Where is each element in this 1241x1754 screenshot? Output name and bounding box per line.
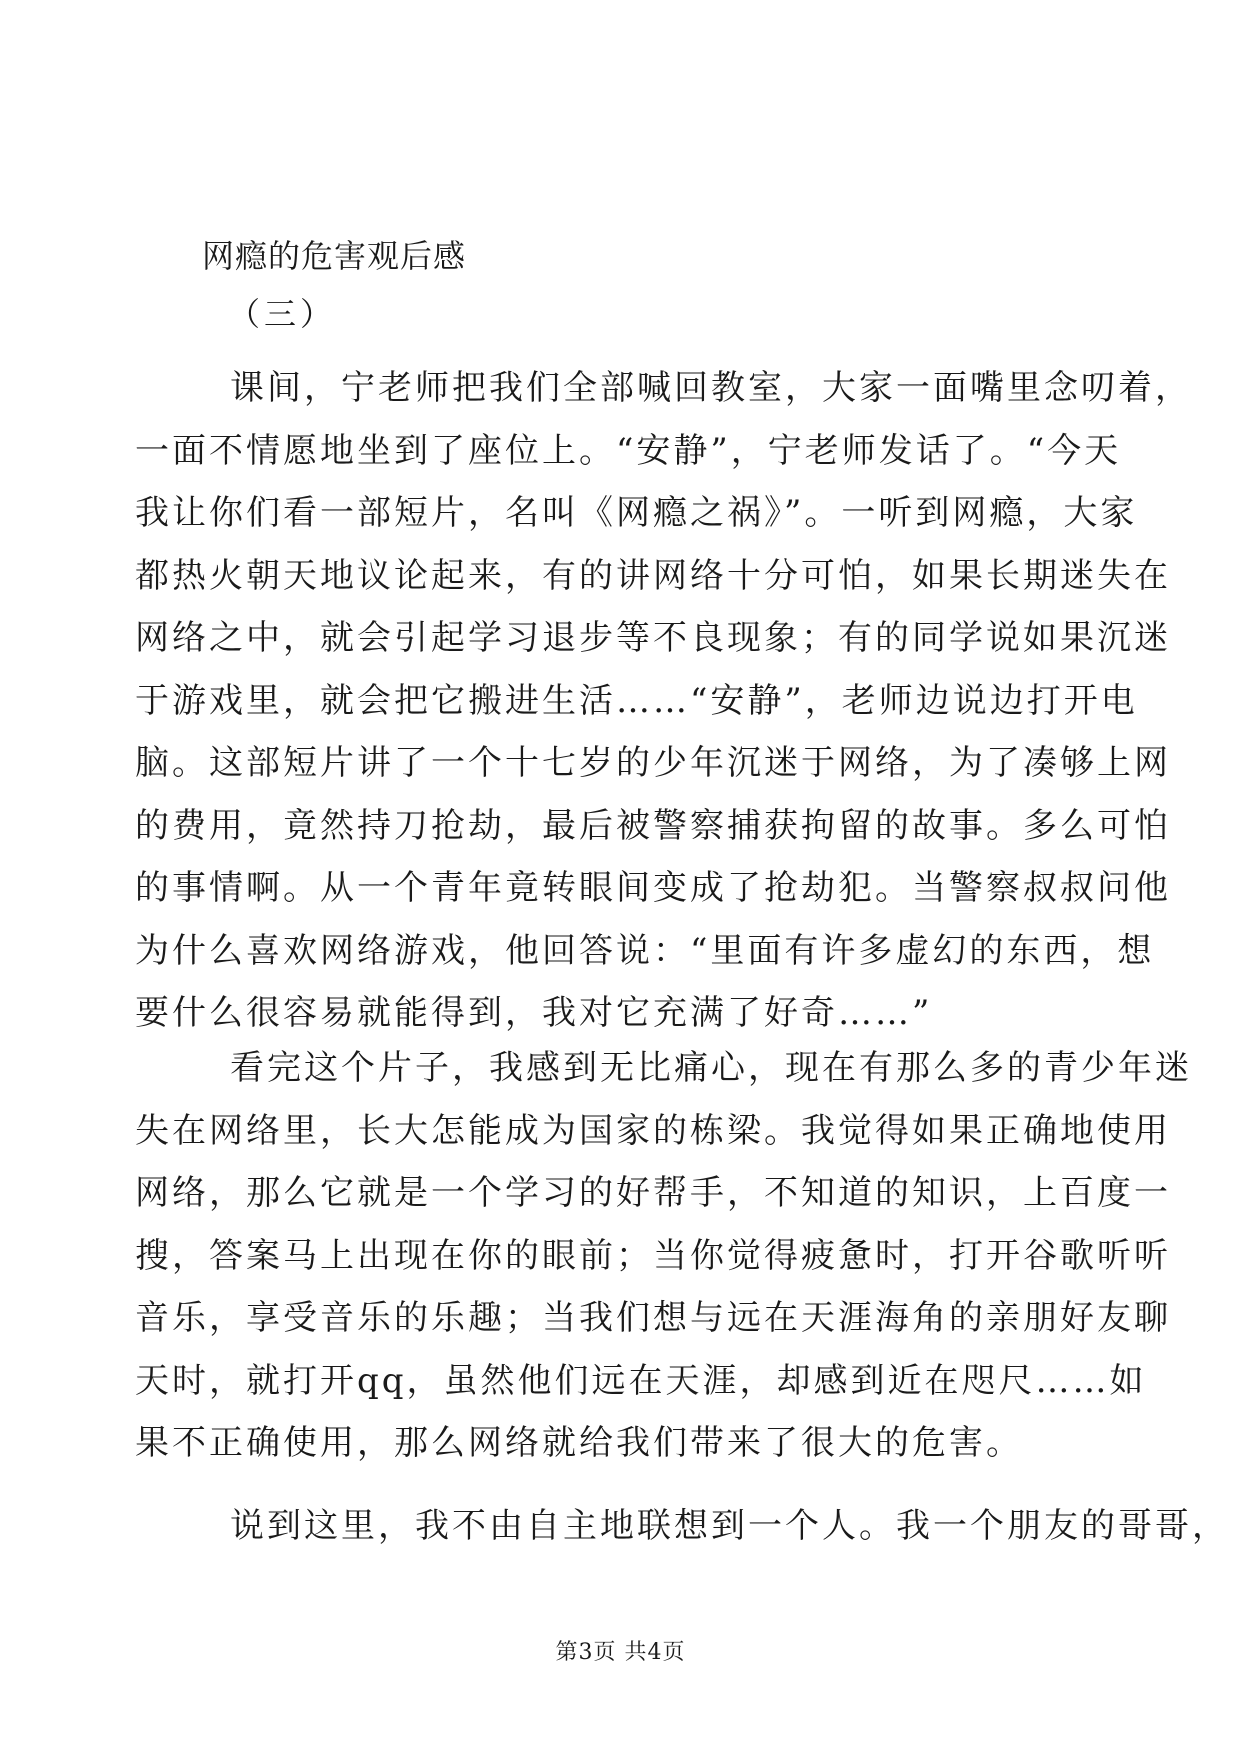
text-line: 课间，宁老师把我们全部喊回教室，大家一面嘴里念叨着， (230, 368, 1192, 408)
text-line: 看完这个片子，我感到无比痛心，现在有那么多的青少年迷 (230, 1048, 1192, 1088)
text-line: 音乐，享受音乐的乐趣；当我们想与远在天涯海角的亲朋好友聊 (135, 1298, 1171, 1338)
text-line: 都热火朝天地议论起来，有的讲网络十分可怕，如果长期迷失在 (135, 555, 1171, 596)
text-line: 网络，那么它就是一个学习的好帮手，不知道的知识，上百度一 (135, 1173, 1171, 1213)
text-line: 搜，答案马上出现在你的眼前；当你觉得疲惫时，打开谷歌听听 (135, 1235, 1171, 1276)
text-line: 脑。这部短片讲了一个十七岁的少年沉迷于网络，为了凑够上网 (135, 743, 1171, 783)
paragraph-1 (135, 357, 1192, 1045)
text-line: 要什么很容易就能得到，我对它充满了好奇……” (135, 993, 933, 1033)
text-line: 我让你们看一部短片，名叫《网瘾之祸》”。一听到网瘾，大家 (135, 493, 1138, 533)
section-number: （三） (228, 295, 337, 333)
text-line: 于游戏里，就会把它搬进生活……“安静”，老师边说边打开电 (135, 680, 1138, 721)
text-line: 的事情啊。从一个青年竟转眼间变成了抢劫犯。当警察叔叔问他 (135, 868, 1171, 908)
text-line: 失在网络里，长大怎能成为国家的栋梁。我觉得如果正确地使用 (135, 1110, 1171, 1151)
paragraph-3 (135, 1495, 1229, 1558)
text-line: 说到这里，我不由自主地联想到一个人。我一个朋友的哥哥， (230, 1506, 1229, 1546)
text-line: 果不正确使用，那么网络就给我们带来了很大的危害。 (135, 1423, 1023, 1463)
page-footer: 第3页 共4页 (555, 1640, 686, 1665)
document-title: 网瘾的危害观后感 (202, 237, 467, 275)
paragraph-2 (135, 1037, 1192, 1475)
text-line: 的费用，竟然持刀抢劫，最后被警察捕获拘留的故事。多么可怕 (135, 805, 1171, 846)
text-line: 一面不情愿地坐到了座位上。“安静”，宁老师发话了。“今天 (135, 430, 1122, 471)
text-line: 为什么喜欢网络游戏，他回答说：“里面有许多虚幻的东西，想 (135, 930, 1155, 971)
text-line: 天时，就打开qq，虽然他们远在天涯，却感到近在咫尺……如 (135, 1360, 1147, 1401)
text-line: 网络之中，就会引起学习退步等不良现象；有的同学说如果沉迷 (135, 618, 1171, 658)
